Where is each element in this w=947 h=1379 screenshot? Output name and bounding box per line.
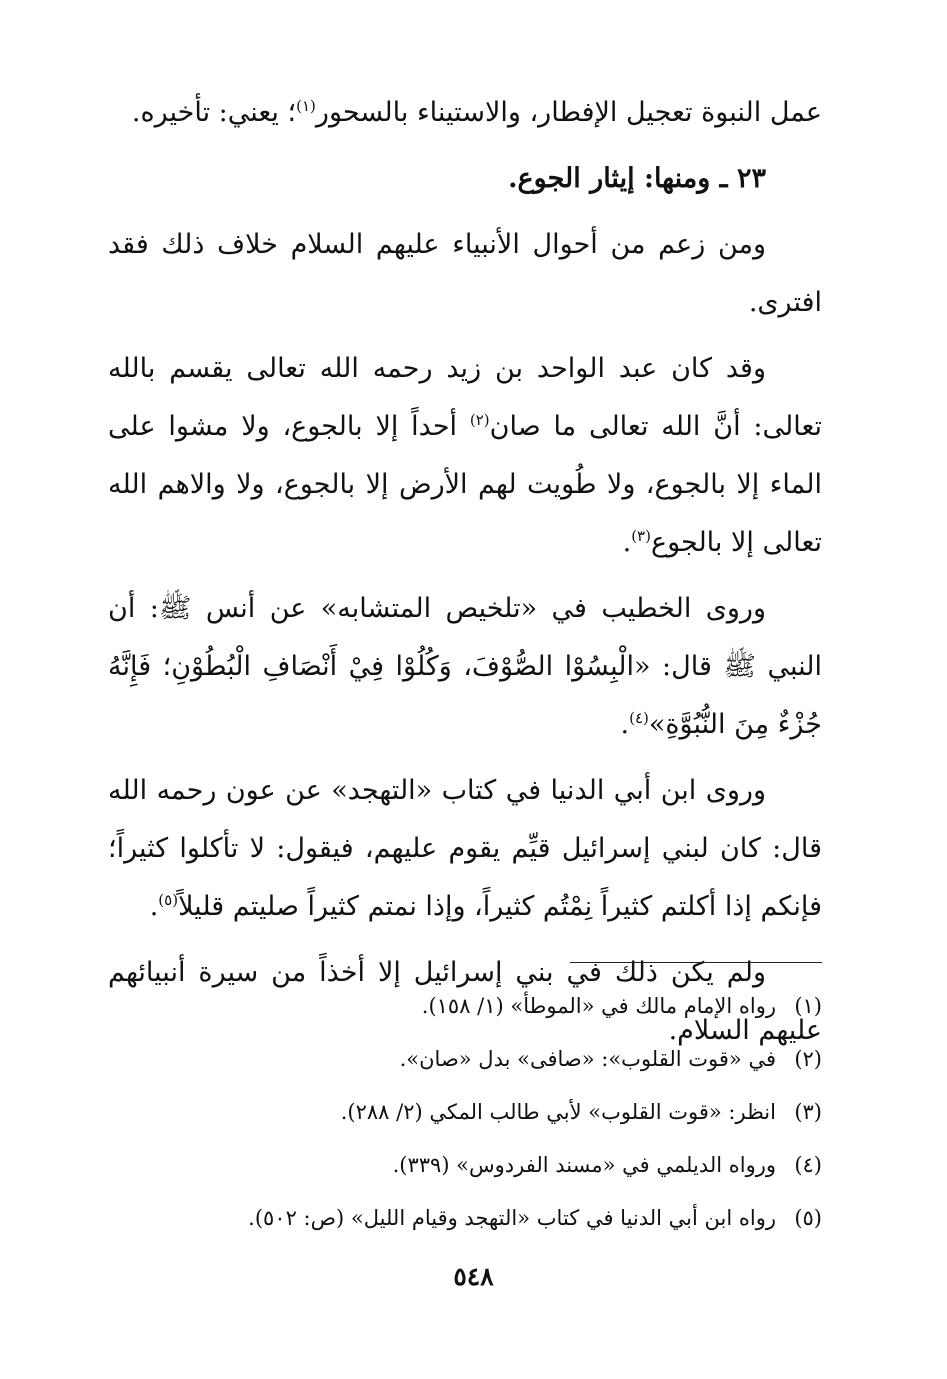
footnote bbox=[140, 1194, 822, 1242]
paragraph-continuation: عمل النبوة تعجيل الإفطار، والاستيناء بالسحور$^{(١)}$؛ يعني: تأخيره. bbox=[131, 97, 822, 128]
paragraph: وروى ابن أبي الدنيا في كتاب «التهجد» عن عون رحمه الله قال: كان لبني إسرائيل قيِّم يقوم عليهم، فيقول: لا تأكلوا كثيراً؛ فإنكم إذا أكلتم كثيراً نِمْتُم كثيراً، وإذا نمتم كثيراً صليتم قليلاً$^{(٥)}$. bbox=[108, 775, 822, 922]
footnote-separator bbox=[570, 962, 822, 963]
footnote-number: (٢) bbox=[794, 1047, 822, 1071]
page-number: ٥٤٨ bbox=[453, 1262, 494, 1291]
footnote-text: انظر: «قوت القلوب» لأبي طالب المكي (٢/ ٢٨٨). bbox=[340, 1100, 776, 1124]
paragraph: وروى الخطيب في «تلخيص المتشابه» عن أنس ﷺ: أن النبي ﷺ قال: «الْبِسُوْا الصُّوْفَ، وَكُلُوْا فِيْ أَنْصَافِ الْبُطُوْنِ؛ فَإِنَّهُ جُزْءٌ مِنَ النُّبُوَّةِ»$^{(٤)}$. bbox=[108, 593, 822, 740]
footnote-ref-2: (٢) bbox=[469, 411, 490, 429]
footnote-ref-4: (٤) bbox=[629, 709, 649, 727]
footnote-text: في «قوت القلوب»: «صافى» بدل «صان». bbox=[399, 1047, 776, 1071]
main-text bbox=[108, 84, 822, 1068]
footnote-ref-3: (٣) bbox=[631, 527, 651, 545]
footnote-number: (٣) bbox=[794, 1100, 822, 1124]
footnote bbox=[140, 1035, 822, 1083]
footnote-ref-1: (١) bbox=[296, 97, 316, 115]
footnote bbox=[140, 982, 822, 1030]
footnote-text: ورواه الديلمي في «مسند الفردوس» (٣٣٩). bbox=[392, 1153, 776, 1177]
section-heading: ٢٣ ـ ومنها: إيثار الجوع. bbox=[508, 163, 766, 194]
footnote-number: (١) bbox=[794, 994, 822, 1018]
footnote-number: (٤) bbox=[794, 1153, 822, 1177]
paragraph: ومن زعم من أحوال الأنبياء عليهم السلام خلاف ذلك فقد افترى. bbox=[108, 229, 822, 318]
footnote-ref-5: (٥) bbox=[158, 891, 179, 909]
footnote bbox=[140, 1141, 822, 1189]
footnote-text: رواه الإمام مالك في «الموطأ» (١/ ١٥٨). bbox=[421, 994, 776, 1018]
footnote-number: (٥) bbox=[794, 1206, 822, 1230]
footnote bbox=[140, 1088, 822, 1136]
paragraph: ولم يكن ذلك في بني إسرائيل إلا أخذاً من سيرة أنبيائهم عليهم السلام. bbox=[108, 957, 822, 1046]
footnote-text: رواه ابن أبي الدنيا في كتاب «التهجد وقيام الليل» (ص: ٥٠٢). bbox=[248, 1206, 776, 1230]
footnotes-list bbox=[140, 982, 822, 1247]
paragraph: وقد كان عبد الواحد بن زيد رحمه الله تعالى يقسم بالله تعالى: أنَّ الله تعالى ما صان$^{(٢)}$ أحداً إلا بالجوع، ولا مشوا على الماء إلا بالجوع، ولا طُويت لهم الأرض إلا بالجوع، ولا والاهم الله تعالى إلا بالجوع$^{(٣)}$. bbox=[108, 353, 822, 558]
